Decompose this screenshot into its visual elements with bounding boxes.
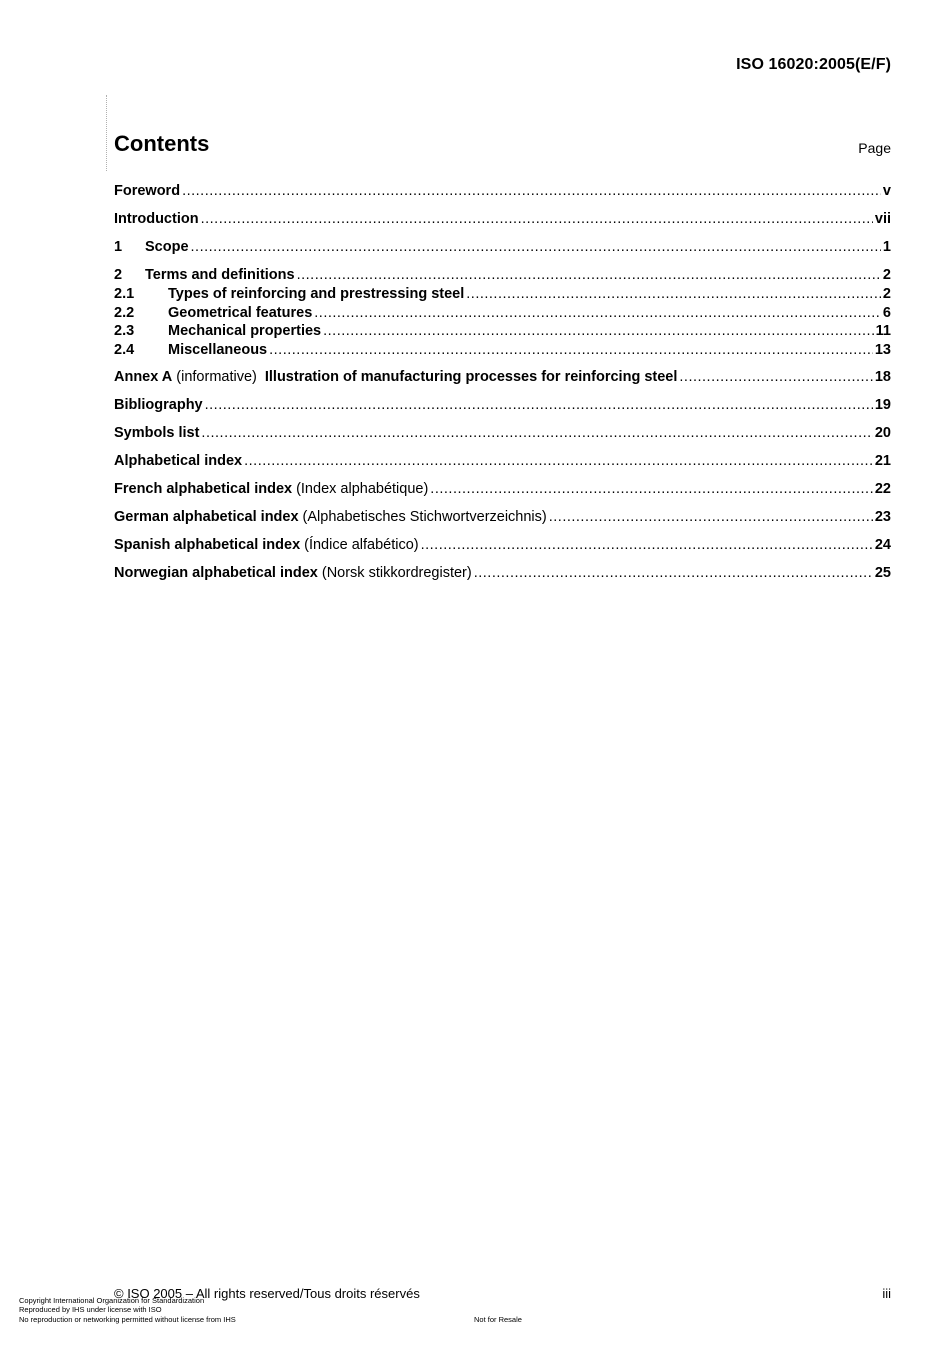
toc-title: Norwegian alphabetical index (114, 565, 318, 581)
annex-label: Annex A (114, 369, 173, 385)
license-stamp-line: Reproduced by IHS under license with ISO (19, 1305, 162, 1314)
toc-title: Mechanical properties (168, 323, 322, 339)
toc-page: 6 (882, 304, 891, 321)
toc-entry-scope[interactable] (114, 238, 891, 257)
toc-number: 2.4 (114, 341, 135, 358)
dot-leader (323, 322, 874, 341)
page-column-label: Page (858, 140, 891, 156)
toc-title: Miscellaneous (168, 341, 268, 358)
toc-entry-symbols[interactable] (114, 424, 891, 443)
dot-leader (201, 424, 872, 443)
dot-leader (679, 368, 872, 387)
toc-entry-foreword[interactable] (114, 182, 891, 201)
dot-leader (269, 341, 873, 360)
margin-marker (106, 95, 107, 171)
dot-leader (466, 285, 881, 304)
toc-title: Alphabetical index (114, 453, 243, 469)
toc-page: 11 (875, 323, 891, 339)
toc-title: Spanish alphabetical index (114, 537, 301, 553)
toc-number: 2.1 (114, 286, 135, 302)
footer-page-number: iii (882, 1286, 891, 1301)
toc-page: 2 (882, 286, 891, 302)
toc-number: 2.3 (114, 323, 135, 339)
toc-title: Illustration of manufacturing processes for reinforcing steel (264, 369, 678, 385)
toc-title: Symbols list (114, 425, 200, 441)
dot-leader (201, 210, 873, 229)
toc-entry-bibliography[interactable] (114, 396, 891, 415)
toc-page: 1 (882, 239, 891, 255)
dot-leader (205, 396, 873, 415)
dot-leader (314, 304, 881, 323)
toc-translation: (Norsk stikkordregister) (321, 565, 472, 581)
dot-leader (244, 452, 873, 471)
toc-entry-alphabetical-index[interactable] (114, 452, 891, 471)
dot-leader (549, 508, 873, 527)
toc-number: 2.2 (114, 304, 135, 321)
toc-title: Geometrical features (168, 304, 313, 321)
toc-page: 21 (874, 453, 891, 469)
toc-title: Introduction (114, 211, 199, 227)
footer-copyright: © ISO 2005 – All rights reserved/Tous droits réservés (114, 1286, 420, 1301)
toc-entry-german-index[interactable] (114, 508, 891, 527)
toc-title: Bibliography (114, 397, 203, 413)
toc-entry-2-3[interactable] (114, 322, 891, 341)
document-id: ISO 16020:2005(E/F) (736, 56, 891, 73)
toc-entry-2-4[interactable] (114, 341, 891, 360)
dot-leader (182, 182, 881, 201)
toc-number: 2 (114, 267, 123, 283)
toc-translation: (Alphabetisches Stichwortverzeichnis) (302, 509, 547, 525)
table-of-contents (114, 182, 891, 583)
toc-title: Types of reinforcing and prestressing steel (168, 286, 465, 302)
toc-entry-introduction[interactable] (114, 210, 891, 229)
toc-translation: (Índice alfabético) (304, 537, 419, 553)
toc-translation: (Index alphabétique) (296, 481, 429, 497)
toc-entry-annex-a[interactable] (114, 368, 891, 387)
dot-leader (430, 480, 873, 499)
toc-page: 2 (882, 267, 891, 283)
toc-title: French alphabetical index (114, 481, 293, 497)
dot-leader (474, 564, 873, 583)
toc-page: v (882, 183, 891, 199)
toc-entry-terms[interactable] (114, 266, 891, 285)
toc-page: 13 (874, 341, 891, 358)
toc-entry-2-2[interactable] (114, 304, 891, 323)
toc-title: Foreword (114, 183, 181, 199)
dot-leader (297, 266, 881, 285)
toc-entry-spanish-index[interactable] (114, 536, 891, 555)
dot-leader (191, 238, 881, 257)
license-stamp-line: Copyright International Organization for Standardization (19, 1296, 205, 1305)
toc-page: 19 (874, 397, 891, 413)
toc-page: 18 (874, 369, 891, 385)
toc-entry-french-index[interactable] (114, 480, 891, 499)
toc-title: Terms and definitions (145, 267, 295, 283)
toc-title: German alphabetical index (114, 509, 299, 525)
toc-page: 20 (874, 425, 891, 441)
toc-page: 22 (874, 481, 891, 497)
dot-leader (421, 536, 873, 555)
contents-title: Contents (114, 131, 210, 156)
toc-page: vii (874, 211, 891, 227)
toc-number: 1 (114, 239, 123, 255)
toc-entry-norwegian-index[interactable] (114, 564, 891, 583)
not-for-resale-notice: Not for Resale (474, 1315, 522, 1324)
toc-page: 23 (874, 509, 891, 525)
toc-page: 25 (874, 565, 891, 581)
annex-type: (informative) (176, 369, 257, 385)
license-stamp-line: No reproduction or networking permitted without license from IHS (19, 1315, 236, 1324)
toc-title: Scope (145, 239, 189, 255)
toc-page: 24 (874, 537, 891, 553)
toc-entry-2-1[interactable] (114, 285, 891, 304)
